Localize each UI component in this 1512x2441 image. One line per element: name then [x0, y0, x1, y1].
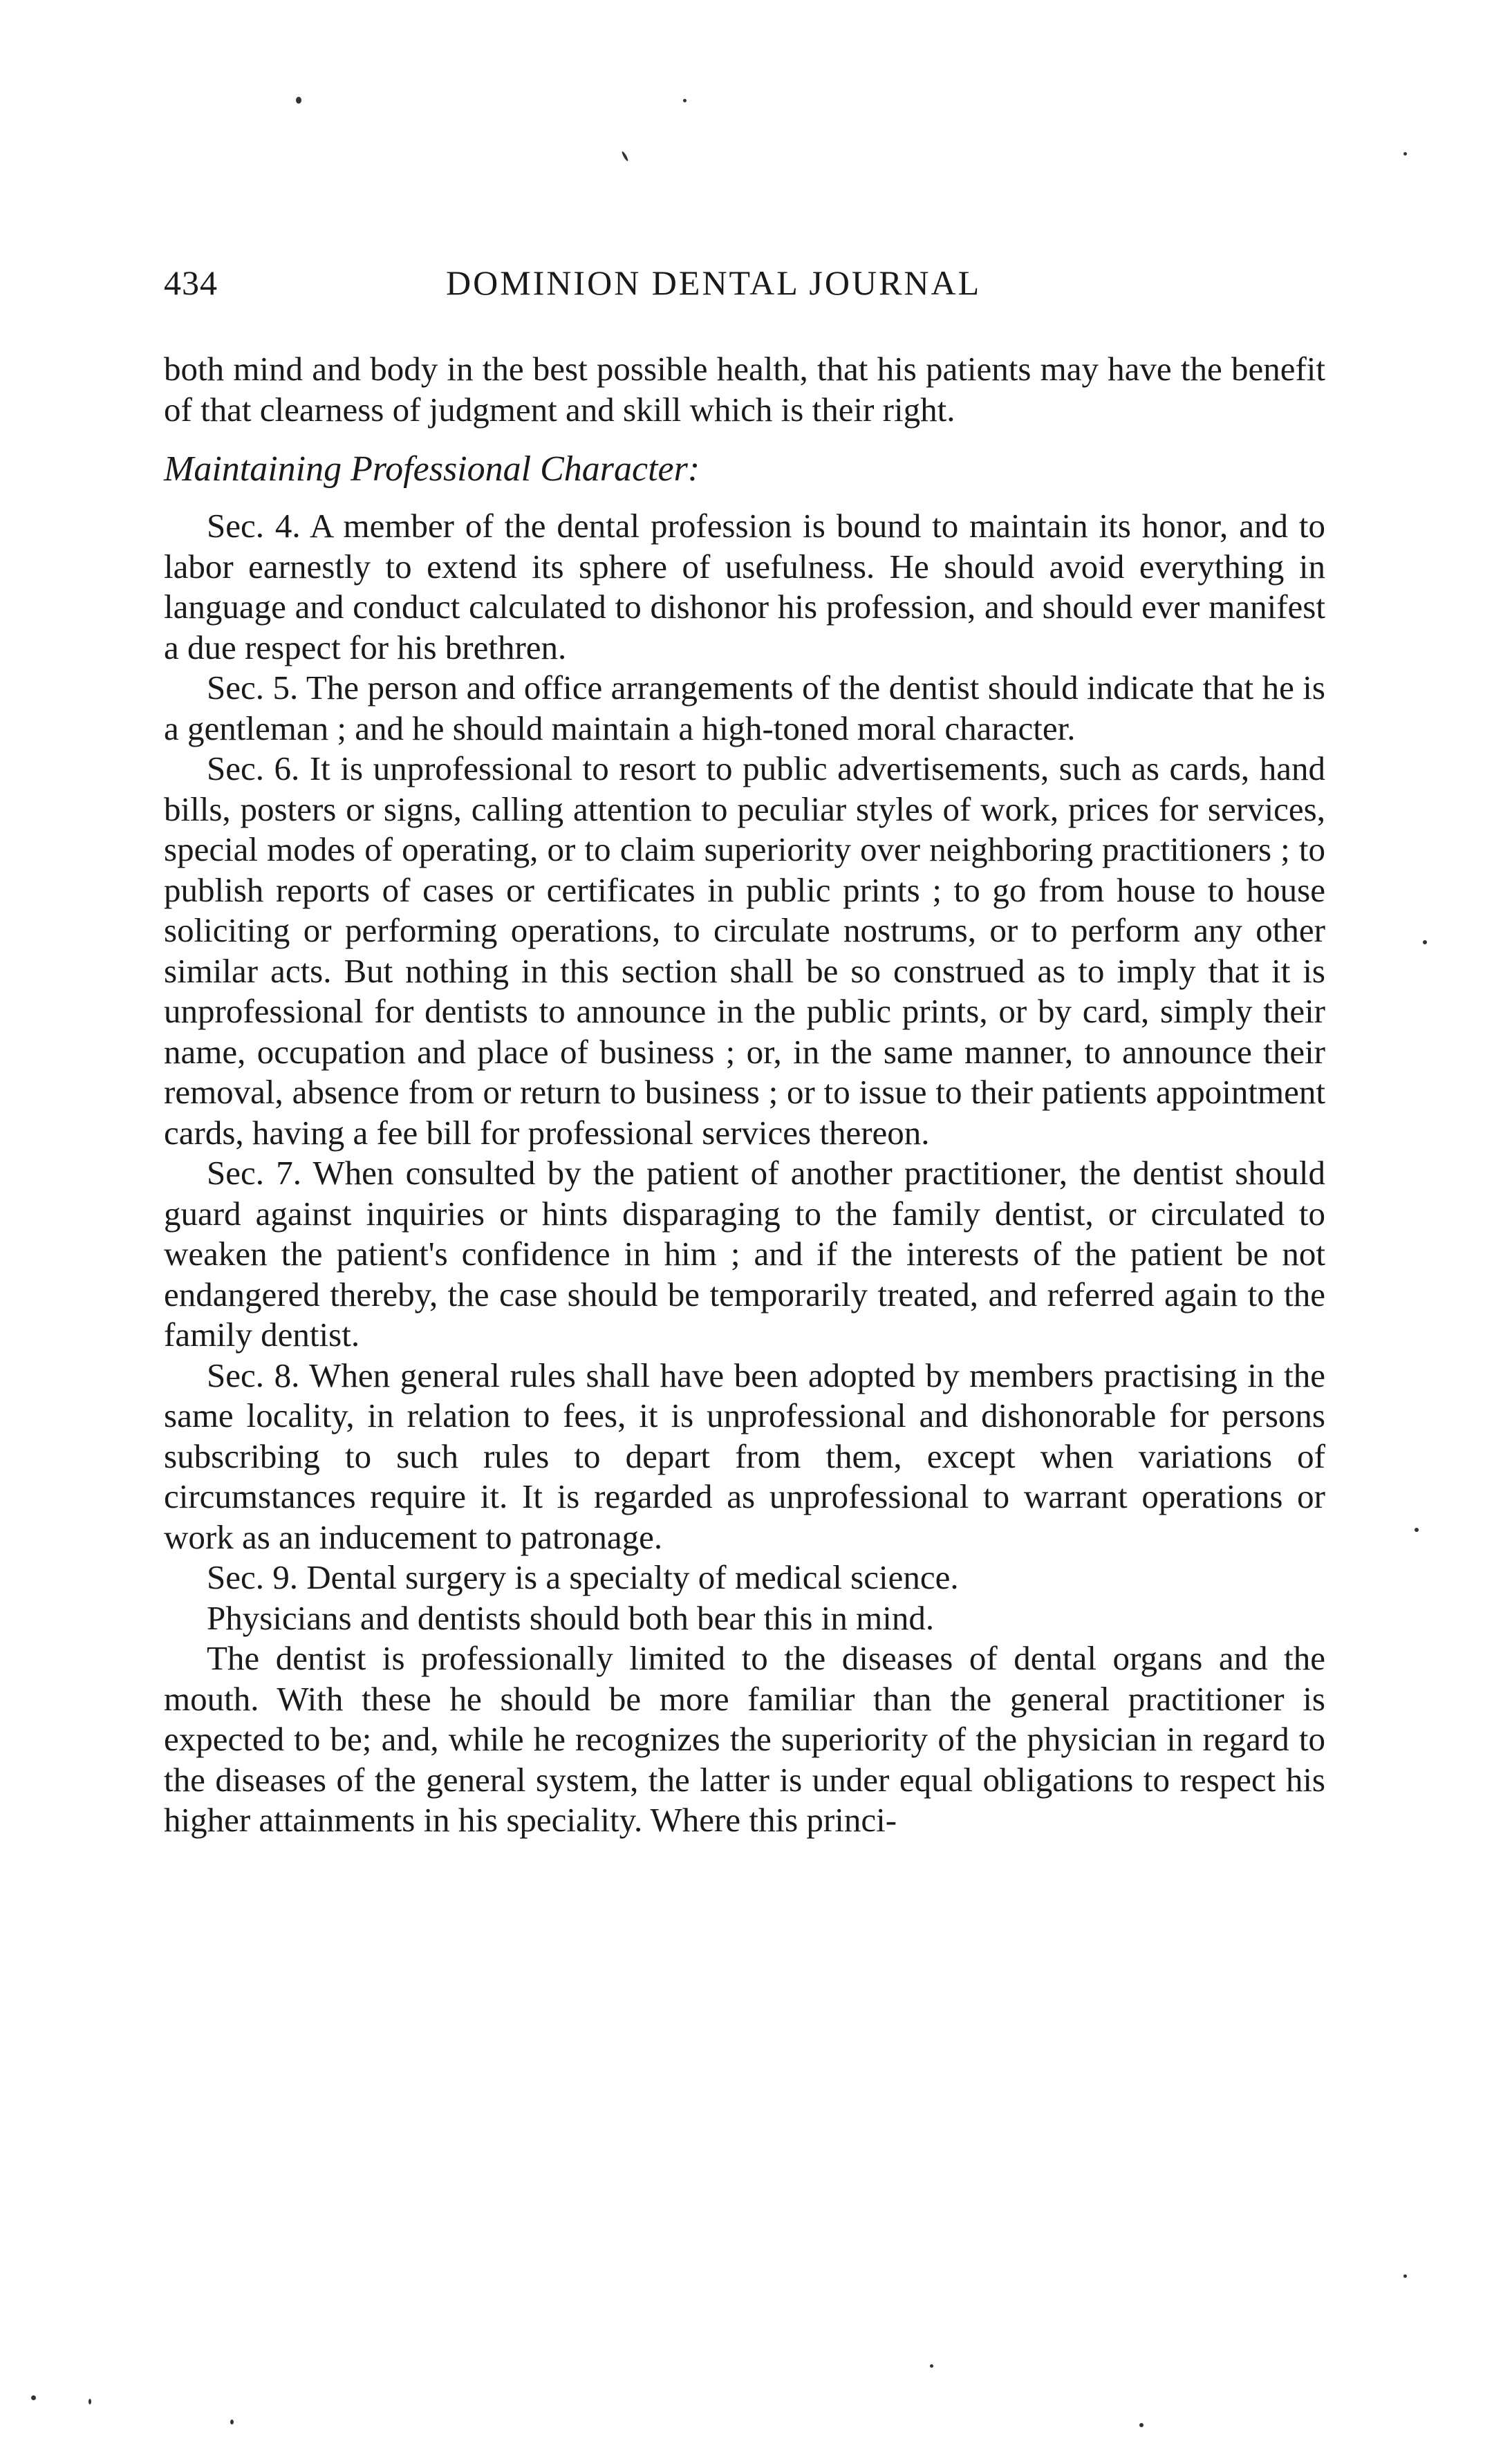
paragraph-sec-4: Sec. 4. A member of the dental profession is bound to maintain its honor, and to labor earnestly to extend its sphere of usefulness. He should avoid everything in language and conduct calculated to dishonor his profession, and should ever manifest a due respect for his brethren.: [164, 507, 1325, 666]
body-text: [164, 349, 1325, 1841]
paragraph-sec-6: Sec. 6. It is unprofessional to resort to public advertisements, such as cards, hand bills, posters or signs, calling attention to peculiar styles of work, prices for services, special modes of operating, or to claim superiority over neighboring practitioners ; to publish reports of cases or certificates in public prints ; to go from house to house soliciting or performing operations, to circulate nostrums, or to perform any other similar acts. But nothing in this section shall be so construed as to imply that it is unprofessional for dentists to announce in the public prints, or by card, simply their name, occupation and place of business ; or, in the same manner, to announce their removal, absence from or return to business ; or to issue to their patients appointment cards, having a fee bill for professional services thereon.: [164, 749, 1325, 1152]
paragraph-sec-5: Sec. 5. The person and office arrangements of the dentist should indicate that he is a gentleman ; and he should maintain a high-toned moral character.: [164, 668, 1325, 747]
scan-speck: [1139, 2423, 1144, 2427]
journal-title: DOMINION DENTAL JOURNAL: [446, 263, 982, 302]
scan-speck: [88, 2399, 91, 2404]
scan-speck: [1403, 152, 1407, 156]
scan-speck: [683, 99, 687, 102]
scan-speck: [296, 97, 301, 104]
page-number: 434: [164, 263, 218, 302]
scan-speck: [621, 151, 628, 162]
intro-paragraph: both mind and body in the best possible health, that his patients may have the benefit of that clearness of judgment and skill which is their right.: [164, 350, 1325, 429]
section-subheading: Maintaining Professional Character:: [164, 449, 700, 489]
scan-speck: [1415, 1528, 1419, 1532]
scan-speck: [230, 2420, 234, 2424]
paragraph-physicians: Physicians and dentists should both bear this in mind.: [207, 1598, 935, 1637]
paragraph-sec-8: Sec. 8. When general rules shall have been adopted by members practising in the same locality, in relation to fees, it is unprofessional and dishonorable for persons subscribing to such rules to depart from them, except when variations of circumstances require it. It is regarded as unprofessional to warrant operations or work as an inducement to patronage.: [164, 1356, 1325, 1556]
running-head: [164, 263, 1325, 318]
scan-speck: [31, 2395, 36, 2400]
scan-speck: [1403, 2274, 1407, 2278]
paragraph-sec-9: Sec. 9. Dental surgery is a specialty of medical science.: [207, 1558, 959, 1596]
scan-speck: [1423, 940, 1427, 944]
paragraph-sec-7: Sec. 7. When consulted by the patient of another practitioner, the dentist should guard against inquiries or hints disparaging to the family dentist, or circulated to weaken the patient's confidence in him ; and if the interests of the patient be not endangered thereby, the case should be temporarily treated, and referred again to the family dentist.: [164, 1154, 1325, 1354]
book-page: [164, 263, 1325, 1841]
scan-speck: [930, 2364, 933, 2368]
paragraph-dentist-limits: The dentist is professionally limited to the diseases of dental organs and the mouth. With these he should be more familiar than the general practitioner is expected to be; and, while he recognizes the superiority of the physician in regard to the diseases of the general system, the latter is under equal obligations to respect his higher attainments in his speciality. Where this princi-: [164, 1639, 1325, 1839]
